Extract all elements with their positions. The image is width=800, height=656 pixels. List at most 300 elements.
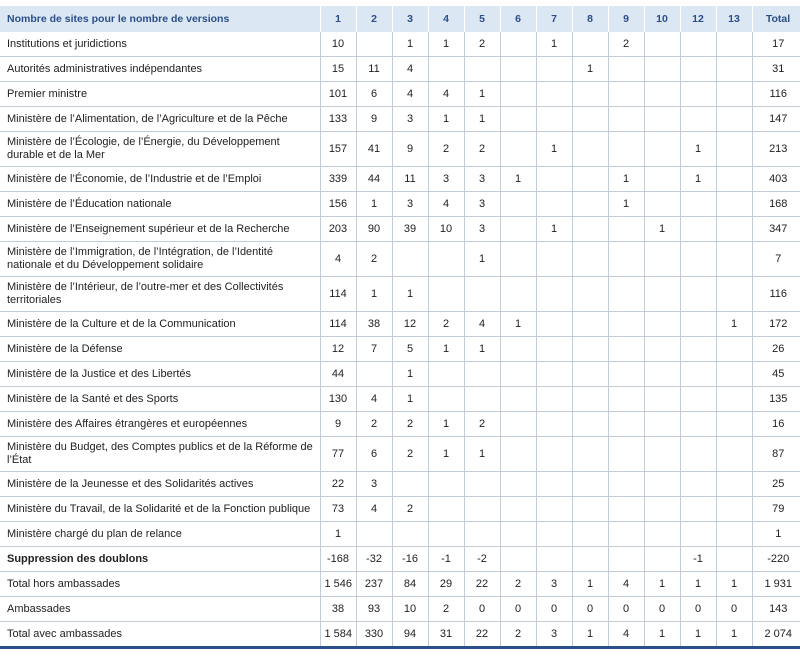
table-cell: 1 (464, 337, 500, 362)
table-cell (500, 242, 536, 277)
table-cell (572, 277, 608, 312)
table-cell: 3 (536, 622, 572, 648)
row-label: Ministère de l’Écologie, de l’Énergie, du Développement durable et de la Mer (0, 132, 320, 167)
table-cell: -2 (464, 547, 500, 572)
table-cell: 330 (356, 622, 392, 648)
table-cell (716, 217, 752, 242)
table-cell (536, 277, 572, 312)
table-cell (536, 107, 572, 132)
table-cell: 39 (392, 217, 428, 242)
table-cell: 339 (320, 167, 356, 192)
table-cell: 101 (320, 82, 356, 107)
table-cell: 4 (464, 312, 500, 337)
table-cell (716, 337, 752, 362)
table-row (0, 57, 800, 82)
table-cell: 41 (356, 132, 392, 167)
table-cell: 0 (608, 597, 644, 622)
table-cell: 12 (320, 337, 356, 362)
table-cell: 2 (500, 572, 536, 597)
row-label: Autorités administratives indépendantes (0, 57, 320, 82)
row-label: Ministère de l’Immigration, de l’Intégration, de l’Identité nationale et du Développement solidaire (0, 242, 320, 277)
table-cell: -1 (428, 547, 464, 572)
table-cell (716, 437, 752, 472)
table-cell: 38 (320, 597, 356, 622)
row-label: Ambassades (0, 597, 320, 622)
table-cell (500, 32, 536, 57)
table-cell: 1 (716, 572, 752, 597)
row-label: Ministère de l’Enseignement supérieur et de la Recherche (0, 217, 320, 242)
table-cell (572, 192, 608, 217)
table-cell: 1 (644, 217, 680, 242)
table-cell (428, 472, 464, 497)
table-cell: 1 (680, 167, 716, 192)
table-cell (536, 387, 572, 412)
table-cell (644, 337, 680, 362)
row-total-cell: 1 931 (752, 572, 800, 597)
table-cell (356, 32, 392, 57)
table-cell (608, 362, 644, 387)
table-cell (356, 362, 392, 387)
row-label: Premier ministre (0, 82, 320, 107)
row-label: Suppression des doublons (0, 547, 320, 572)
table-cell: 3 (464, 167, 500, 192)
table-cell (644, 107, 680, 132)
table-cell (716, 412, 752, 437)
table-cell: 2 (356, 242, 392, 277)
table-cell (644, 312, 680, 337)
table-header-label: Nombre de sites pour le nombre de versions (0, 6, 320, 32)
table-cell (536, 167, 572, 192)
table-cell (428, 522, 464, 547)
row-label: Ministère du Budget, des Comptes publics et de la Réforme de l’État (0, 437, 320, 472)
table-cell (680, 242, 716, 277)
table-cell (536, 472, 572, 497)
row-label: Institutions et juridictions (0, 32, 320, 57)
table-cell (608, 437, 644, 472)
table-cell (716, 387, 752, 412)
row-label: Ministère de l’Éducation nationale (0, 192, 320, 217)
row-label: Ministère de la Justice et des Libertés (0, 362, 320, 387)
table-cell (572, 242, 608, 277)
table-cell (500, 192, 536, 217)
table-cell: 2 (464, 132, 500, 167)
table-cell: 114 (320, 312, 356, 337)
table-cell (572, 437, 608, 472)
table-cell: 1 (356, 192, 392, 217)
table-cell: 4 (320, 242, 356, 277)
table-row (0, 597, 800, 622)
table-row (0, 437, 800, 472)
table-cell: 2 (392, 497, 428, 522)
table-cell (644, 472, 680, 497)
table-cell: 22 (320, 472, 356, 497)
table-cell: -32 (356, 547, 392, 572)
table-cell: 2 (428, 312, 464, 337)
table-cell (608, 57, 644, 82)
table-cell (572, 522, 608, 547)
row-total-cell: 1 (752, 522, 800, 547)
row-total-cell: 135 (752, 387, 800, 412)
table-cell (644, 437, 680, 472)
table-cell: 3 (356, 472, 392, 497)
table-cell (680, 277, 716, 312)
table-cell: 44 (320, 362, 356, 387)
table-body (0, 32, 800, 648)
table-cell: 0 (536, 597, 572, 622)
table-row (0, 337, 800, 362)
row-label: Ministère de l’Économie, de l’Industrie et de l’Emploi (0, 167, 320, 192)
table-cell: 1 (572, 622, 608, 648)
table-cell: 1 584 (320, 622, 356, 648)
column-header: 5 (464, 6, 500, 32)
table-cell (536, 192, 572, 217)
column-header: 13 (716, 6, 752, 32)
row-label: Ministère de l’Intérieur, de l’outre-mer et des Collectivités territoriales (0, 277, 320, 312)
table-cell: 1 (392, 362, 428, 387)
table-cell: 1 (428, 337, 464, 362)
table-cell: 31 (428, 622, 464, 648)
table-cell: 1 (428, 32, 464, 57)
table-cell: 1 (572, 57, 608, 82)
table-cell: 0 (680, 597, 716, 622)
table-cell: 3 (536, 572, 572, 597)
table-cell: 1 (392, 387, 428, 412)
row-total-cell: 7 (752, 242, 800, 277)
table-cell: 3 (392, 107, 428, 132)
table-cell (464, 522, 500, 547)
table-cell (392, 472, 428, 497)
table-cell (680, 337, 716, 362)
table-cell: 4 (356, 497, 392, 522)
table-cell: 114 (320, 277, 356, 312)
table-cell: 2 (464, 412, 500, 437)
table-cell: 3 (428, 167, 464, 192)
table-cell: 84 (392, 572, 428, 597)
table-cell (428, 497, 464, 522)
table-cell: 1 (680, 622, 716, 648)
table-cell: 4 (356, 387, 392, 412)
table-cell (716, 107, 752, 132)
row-label: Total avec ambassades (0, 622, 320, 648)
table-row (0, 82, 800, 107)
table-cell (644, 57, 680, 82)
table-row (0, 622, 800, 648)
table-cell: 22 (464, 622, 500, 648)
table-cell: 29 (428, 572, 464, 597)
table-cell: 4 (608, 622, 644, 648)
table-cell: 0 (644, 597, 680, 622)
table-cell: 1 (716, 312, 752, 337)
table-cell (500, 412, 536, 437)
table-cell: 4 (428, 192, 464, 217)
table-cell (500, 437, 536, 472)
column-header: 7 (536, 6, 572, 32)
table-cell (608, 132, 644, 167)
table-cell: 12 (392, 312, 428, 337)
column-header: 4 (428, 6, 464, 32)
row-label: Total hors ambassades (0, 572, 320, 597)
table-cell: 1 (536, 32, 572, 57)
row-total-cell: 172 (752, 312, 800, 337)
column-header-total: Total (752, 6, 800, 32)
table-cell: 1 (536, 217, 572, 242)
table-cell: 9 (392, 132, 428, 167)
table-cell: 1 (464, 242, 500, 277)
row-total-cell: 168 (752, 192, 800, 217)
table-cell (536, 437, 572, 472)
row-label: Ministère de la Jeunesse et des Solidarités actives (0, 472, 320, 497)
table-cell (464, 387, 500, 412)
table-cell (680, 437, 716, 472)
table-cell: 0 (464, 597, 500, 622)
table-cell: 11 (392, 167, 428, 192)
table-cell: 1 (392, 277, 428, 312)
table-cell (500, 277, 536, 312)
table-cell: 44 (356, 167, 392, 192)
table-cell: 10 (392, 597, 428, 622)
table-cell: 90 (356, 217, 392, 242)
table-cell: 1 (464, 437, 500, 472)
table-cell (572, 312, 608, 337)
table-cell: 133 (320, 107, 356, 132)
table-cell (536, 412, 572, 437)
table-cell (464, 57, 500, 82)
row-total-cell: 79 (752, 497, 800, 522)
table-cell (500, 337, 536, 362)
table-row (0, 472, 800, 497)
table-row (0, 572, 800, 597)
table-cell (572, 547, 608, 572)
table-row (0, 167, 800, 192)
table-cell (500, 362, 536, 387)
table-cell (644, 167, 680, 192)
table-cell: 15 (320, 57, 356, 82)
table-cell (500, 217, 536, 242)
table-cell (428, 277, 464, 312)
row-total-cell: 116 (752, 277, 800, 312)
table-cell: -1 (680, 547, 716, 572)
table-row (0, 277, 800, 312)
table-cell (572, 132, 608, 167)
table-cell: 93 (356, 597, 392, 622)
table-cell (536, 242, 572, 277)
table-cell: 1 (572, 572, 608, 597)
table-cell (536, 522, 572, 547)
versions-table (0, 6, 800, 649)
table-cell: 73 (320, 497, 356, 522)
row-total-cell: 17 (752, 32, 800, 57)
row-total-cell: 31 (752, 57, 800, 82)
table-cell: 4 (392, 57, 428, 82)
table-cell: 1 (680, 132, 716, 167)
row-total-cell: 143 (752, 597, 800, 622)
row-label: Ministère de la Défense (0, 337, 320, 362)
table-cell: 0 (500, 597, 536, 622)
table-cell (644, 192, 680, 217)
table-cell (536, 57, 572, 82)
table-cell (392, 522, 428, 547)
table-cell (716, 522, 752, 547)
table-cell: 7 (356, 337, 392, 362)
table-header-row (0, 6, 800, 32)
table-cell (572, 167, 608, 192)
table-cell: 6 (356, 437, 392, 472)
table-cell: 10 (320, 32, 356, 57)
table-row (0, 497, 800, 522)
table-cell (428, 387, 464, 412)
table-cell (644, 32, 680, 57)
row-label: Ministère du Travail, de la Solidarité et de la Fonction publique (0, 497, 320, 522)
table-cell (464, 472, 500, 497)
table-cell (464, 362, 500, 387)
row-label: Ministère de la Culture et de la Communication (0, 312, 320, 337)
table-cell (644, 522, 680, 547)
table-cell (644, 82, 680, 107)
table-cell (716, 277, 752, 312)
row-total-cell: 16 (752, 412, 800, 437)
table-cell (608, 217, 644, 242)
table-cell: 2 (428, 597, 464, 622)
table-cell: 203 (320, 217, 356, 242)
table-cell (500, 497, 536, 522)
table-cell: 2 (500, 622, 536, 648)
table-row (0, 387, 800, 412)
table-cell (572, 32, 608, 57)
table-cell: 94 (392, 622, 428, 648)
table-row (0, 132, 800, 167)
table-cell (716, 32, 752, 57)
table-cell (644, 362, 680, 387)
row-label: Ministère chargé du plan de relance (0, 522, 320, 547)
table-cell: 3 (464, 217, 500, 242)
column-header: 9 (608, 6, 644, 32)
table-cell (716, 547, 752, 572)
table-cell (644, 412, 680, 437)
table-cell: 1 546 (320, 572, 356, 597)
table-cell: 6 (356, 82, 392, 107)
table-cell: 2 (392, 437, 428, 472)
table-cell: 0 (572, 597, 608, 622)
table-cell: 1 (680, 572, 716, 597)
table-cell (608, 522, 644, 547)
table-cell (536, 82, 572, 107)
table-cell (608, 547, 644, 572)
table-cell: -16 (392, 547, 428, 572)
table-cell: 4 (608, 572, 644, 597)
table-cell (716, 242, 752, 277)
table-cell (500, 82, 536, 107)
table-cell (572, 107, 608, 132)
table-cell: 1 (500, 312, 536, 337)
row-total-cell: 2 074 (752, 622, 800, 648)
table-cell: 4 (428, 82, 464, 107)
table-cell (500, 547, 536, 572)
table-row (0, 412, 800, 437)
table-cell (608, 312, 644, 337)
table-cell: 9 (320, 412, 356, 437)
table-cell (572, 497, 608, 522)
table-cell: 1 (644, 622, 680, 648)
row-label: Ministère des Affaires étrangères et européennes (0, 412, 320, 437)
column-header: 1 (320, 6, 356, 32)
row-total-cell: 26 (752, 337, 800, 362)
table-cell (608, 387, 644, 412)
table-cell (608, 277, 644, 312)
table-cell: 1 (536, 132, 572, 167)
table-row (0, 362, 800, 387)
table-row (0, 217, 800, 242)
table-cell: 1 (428, 412, 464, 437)
table-cell (680, 82, 716, 107)
table-cell (392, 242, 428, 277)
table-cell: 237 (356, 572, 392, 597)
row-total-cell: 116 (752, 82, 800, 107)
table-cell: 1 (464, 82, 500, 107)
table-cell: 1 (464, 107, 500, 132)
table-cell: 1 (500, 167, 536, 192)
table-cell (716, 472, 752, 497)
table-row (0, 32, 800, 57)
table-cell (644, 497, 680, 522)
table-cell (464, 497, 500, 522)
table-cell (500, 132, 536, 167)
table-cell (644, 132, 680, 167)
table-cell: -168 (320, 547, 356, 572)
row-total-cell: 403 (752, 167, 800, 192)
table-cell (536, 312, 572, 337)
table-cell (680, 32, 716, 57)
table-cell (680, 217, 716, 242)
table-cell: 2 (392, 412, 428, 437)
column-header: 6 (500, 6, 536, 32)
table-cell: 1 (428, 437, 464, 472)
table-cell (572, 412, 608, 437)
table-cell (428, 362, 464, 387)
table-row (0, 312, 800, 337)
table-cell (536, 337, 572, 362)
table-cell (644, 547, 680, 572)
table-cell (680, 497, 716, 522)
row-total-cell: 25 (752, 472, 800, 497)
table-cell (608, 472, 644, 497)
table-cell (680, 192, 716, 217)
table-cell (572, 82, 608, 107)
table-cell: 77 (320, 437, 356, 472)
row-label: Ministère de la Santé et des Sports (0, 387, 320, 412)
table-cell (428, 57, 464, 82)
table-cell (680, 472, 716, 497)
row-label: Ministère de l’Alimentation, de l’Agriculture et de la Pêche (0, 107, 320, 132)
table-cell: 22 (464, 572, 500, 597)
table-cell: 2 (464, 32, 500, 57)
column-header: 3 (392, 6, 428, 32)
table-row (0, 192, 800, 217)
table-cell (716, 132, 752, 167)
table-cell: 3 (464, 192, 500, 217)
table-cell: 1 (608, 167, 644, 192)
table-row (0, 242, 800, 277)
table-cell: 1 (608, 192, 644, 217)
table-cell: 10 (428, 217, 464, 242)
table-cell: 1 (716, 622, 752, 648)
table-cell (716, 82, 752, 107)
table-cell (608, 82, 644, 107)
table-cell (572, 362, 608, 387)
table-cell (500, 387, 536, 412)
table-cell (572, 387, 608, 412)
table-cell: 156 (320, 192, 356, 217)
table-cell (356, 522, 392, 547)
